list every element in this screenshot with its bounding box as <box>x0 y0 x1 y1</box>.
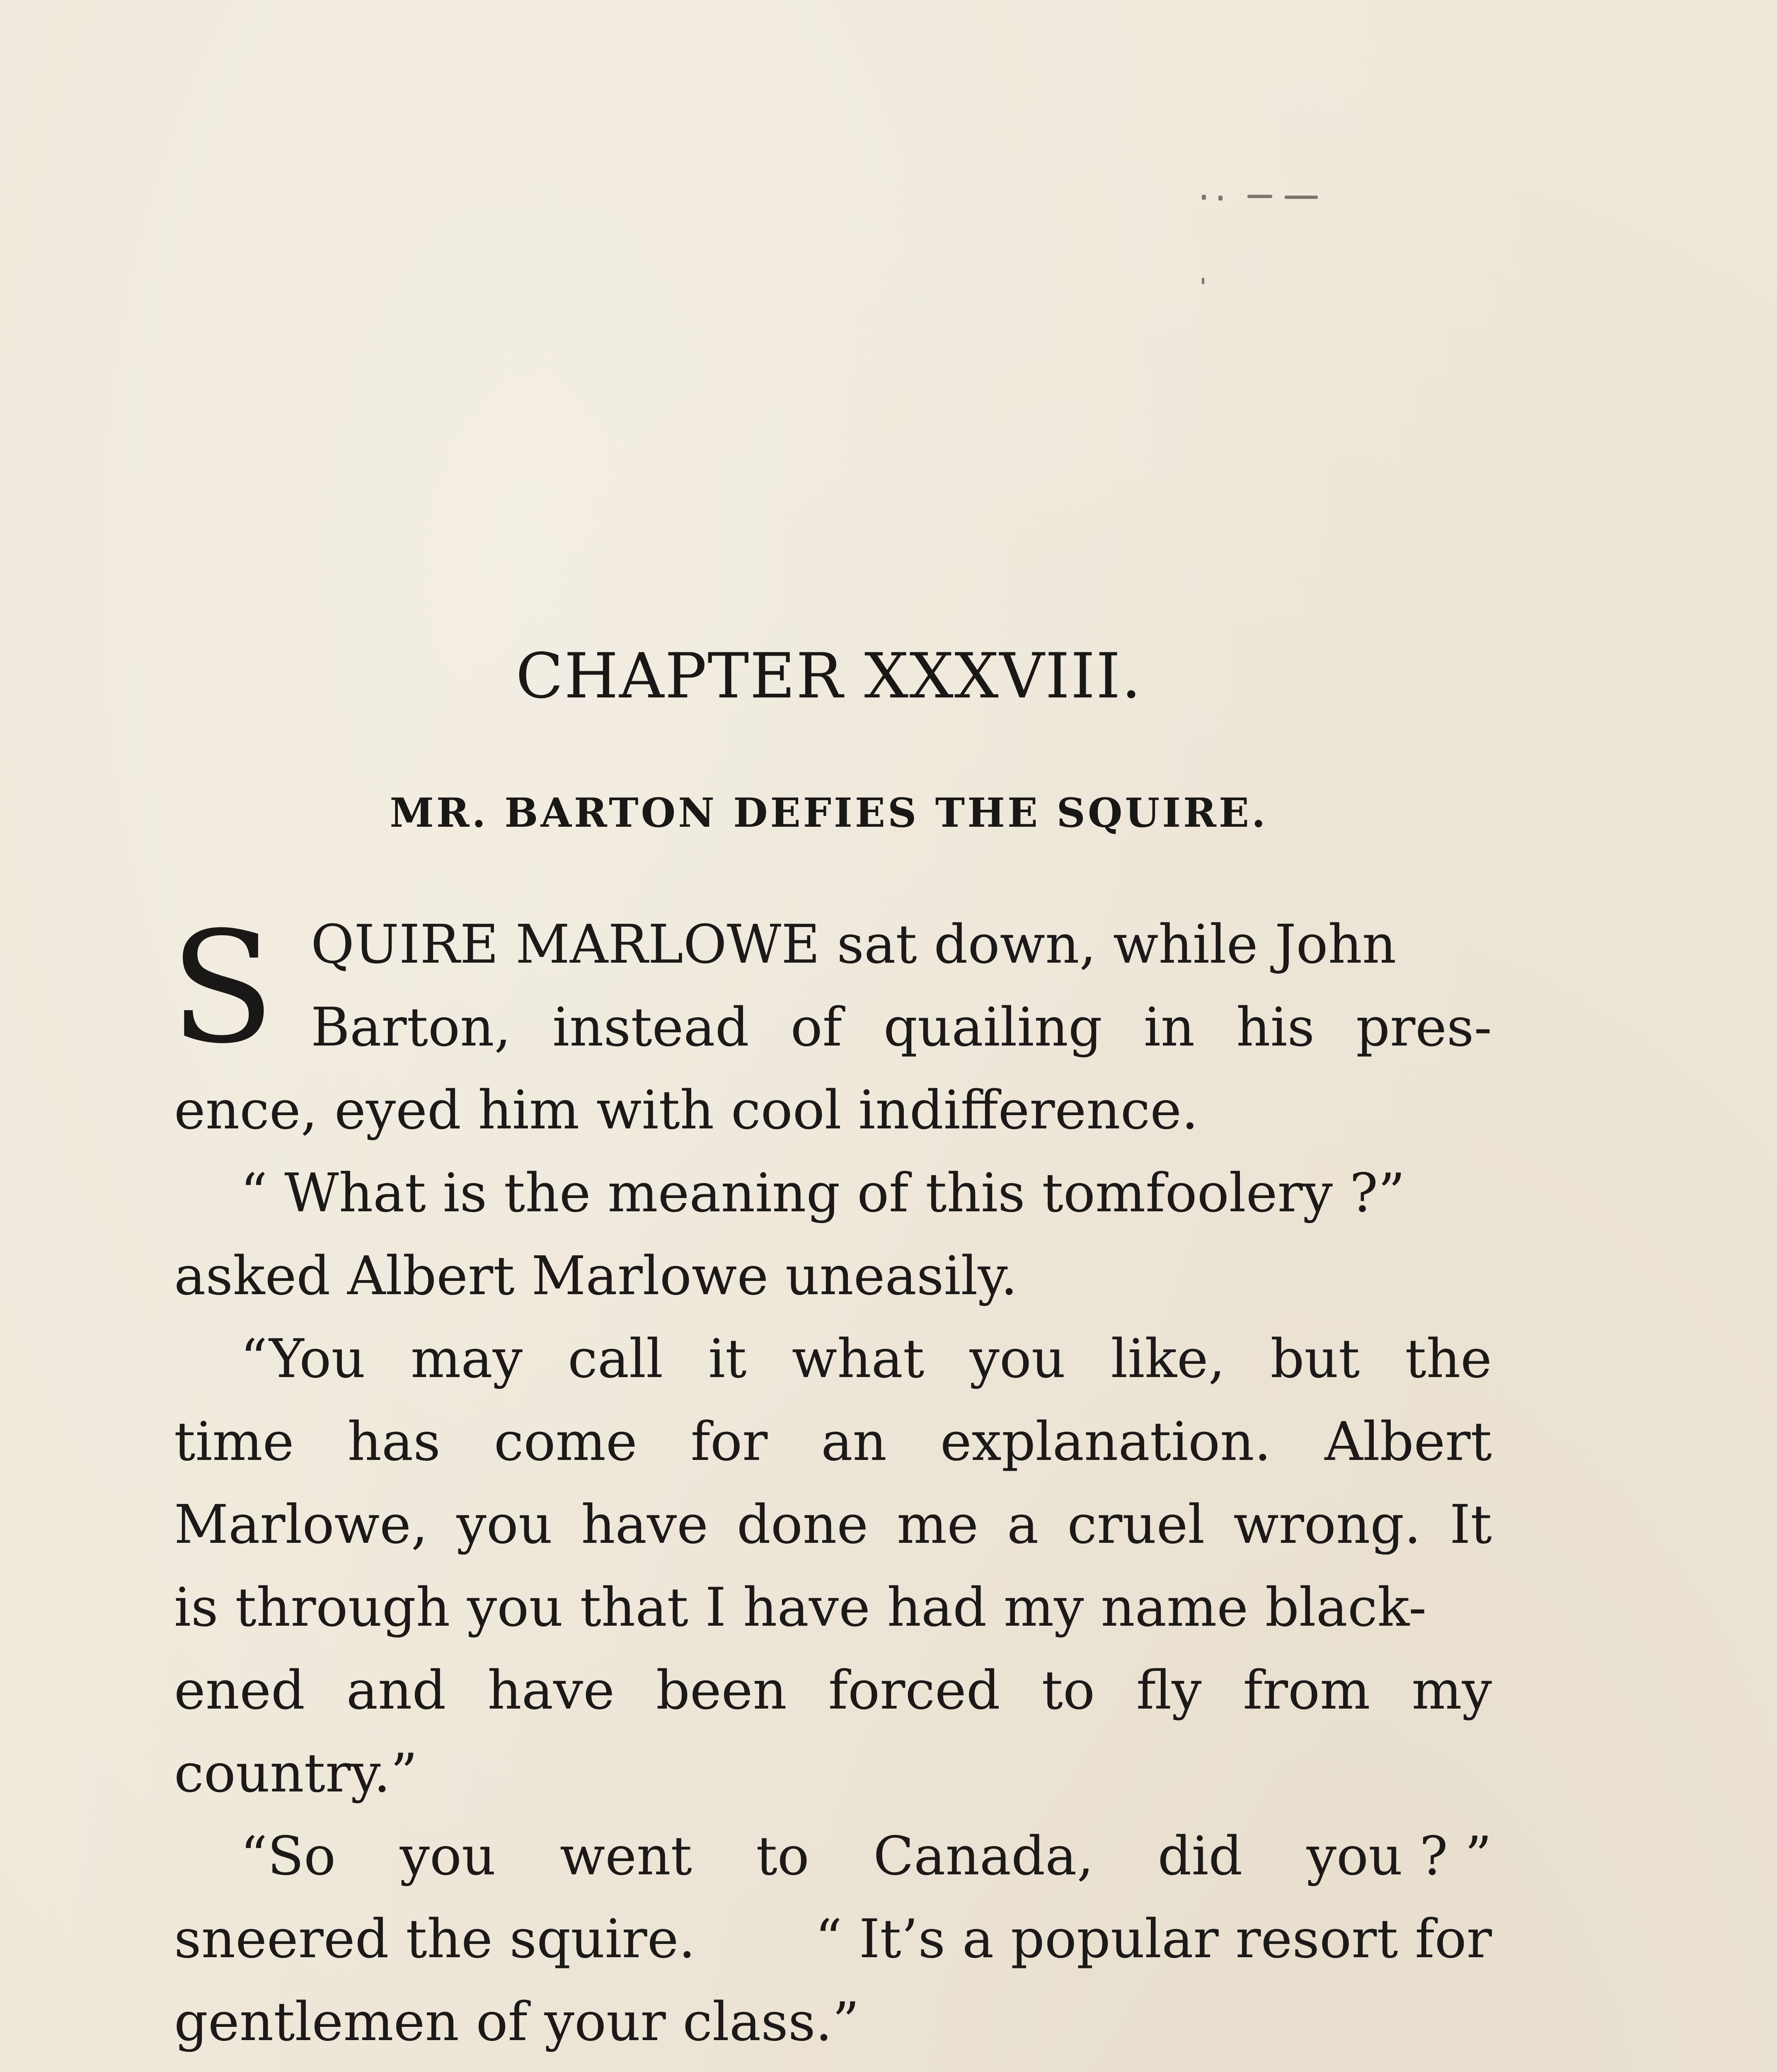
word: call <box>568 1328 663 1390</box>
word: have <box>581 1494 708 1556</box>
word: an <box>821 1411 887 1473</box>
word: it <box>708 1328 747 1390</box>
text-segment: gentlemen of your class.” <box>174 1991 859 2053</box>
chapter-title: CHAPTER XXXVIII. <box>516 640 1142 712</box>
word: in <box>1143 997 1195 1058</box>
text-segment: ence, eyed him with cool indifference. <box>174 1080 1198 1141</box>
word: have <box>487 1660 615 1721</box>
word: what <box>792 1328 925 1390</box>
word: instead <box>552 997 749 1058</box>
text-segment: sneered the squire. <box>174 1908 696 1970</box>
word: “You <box>240 1328 366 1390</box>
text-line <box>174 1401 1492 1484</box>
word: me <box>897 1494 979 1556</box>
word: to <box>756 1825 809 1887</box>
word: come <box>494 1411 637 1473</box>
word: fly <box>1136 1660 1202 1721</box>
text-segment <box>240 2064 1402 2072</box>
word: my <box>1411 1660 1492 1721</box>
word: you <box>456 1494 553 1556</box>
word: like, <box>1111 1328 1225 1390</box>
word: cruel <box>1067 1494 1205 1556</box>
text-segment: “ It’s a popular resort for <box>815 1908 1492 1970</box>
word: went <box>559 1825 692 1887</box>
drop-cap: S <box>170 899 275 1077</box>
word: been <box>656 1660 787 1721</box>
text-segment: QUIRE MARLOWE sat down, while John <box>311 914 1397 975</box>
chapter-subtitle: MR. BARTON DEFIES THE SQUIRE. <box>390 789 1268 836</box>
word: wrong. <box>1233 1494 1421 1556</box>
text-line <box>174 1815 1492 1898</box>
text-line <box>174 1069 1492 1152</box>
word: you <box>969 1328 1066 1390</box>
body-text <box>170 899 1492 2072</box>
word: you ? ” <box>1306 1825 1492 1887</box>
text-line <box>174 1235 1492 1318</box>
word: quailing <box>883 997 1102 1058</box>
text-segment: asked Albert Marlowe uneasily. <box>174 1245 1018 1307</box>
text-line <box>174 2064 1492 2072</box>
text-line <box>174 1318 1492 1401</box>
text-line <box>174 986 1492 1069</box>
text-line <box>174 1898 1492 1981</box>
text-segment: “ What is the meaning of this tomfoolery ?” <box>240 1162 1405 1224</box>
word: pres- <box>1356 997 1492 1058</box>
word: you <box>399 1825 496 1887</box>
text-line <box>174 1484 1492 1566</box>
text-segment: country.” <box>174 1743 418 1804</box>
word: from <box>1243 1660 1370 1721</box>
text-line <box>174 1152 1492 1235</box>
text-line <box>174 1981 1492 2064</box>
word: of <box>790 997 843 1058</box>
word: forced <box>828 1660 1000 1721</box>
word: done <box>736 1494 869 1556</box>
text-line <box>174 1732 1492 1815</box>
word: Albert <box>1324 1411 1492 1473</box>
word: and <box>346 1660 446 1721</box>
word: did <box>1157 1825 1243 1887</box>
word: for <box>690 1411 768 1473</box>
text-line <box>174 903 1492 986</box>
word: time <box>174 1411 294 1473</box>
word: Barton, <box>311 997 511 1058</box>
word: “So <box>240 1825 336 1887</box>
word: It <box>1449 1494 1492 1556</box>
word: has <box>347 1411 441 1473</box>
word: but <box>1270 1328 1360 1390</box>
word: Marlowe, <box>174 1494 428 1556</box>
word: to <box>1041 1660 1095 1721</box>
word: a <box>1007 1494 1039 1556</box>
word: ened <box>174 1660 305 1721</box>
text-line <box>174 1566 1492 1649</box>
text-segment: is through you that I have had my name black- <box>174 1577 1427 1639</box>
word: the <box>1405 1328 1492 1390</box>
word: Canada, <box>873 1825 1094 1887</box>
word: may <box>411 1328 523 1390</box>
text-line <box>174 1649 1492 1732</box>
word: explanation. <box>940 1411 1271 1473</box>
word: his <box>1236 997 1315 1058</box>
